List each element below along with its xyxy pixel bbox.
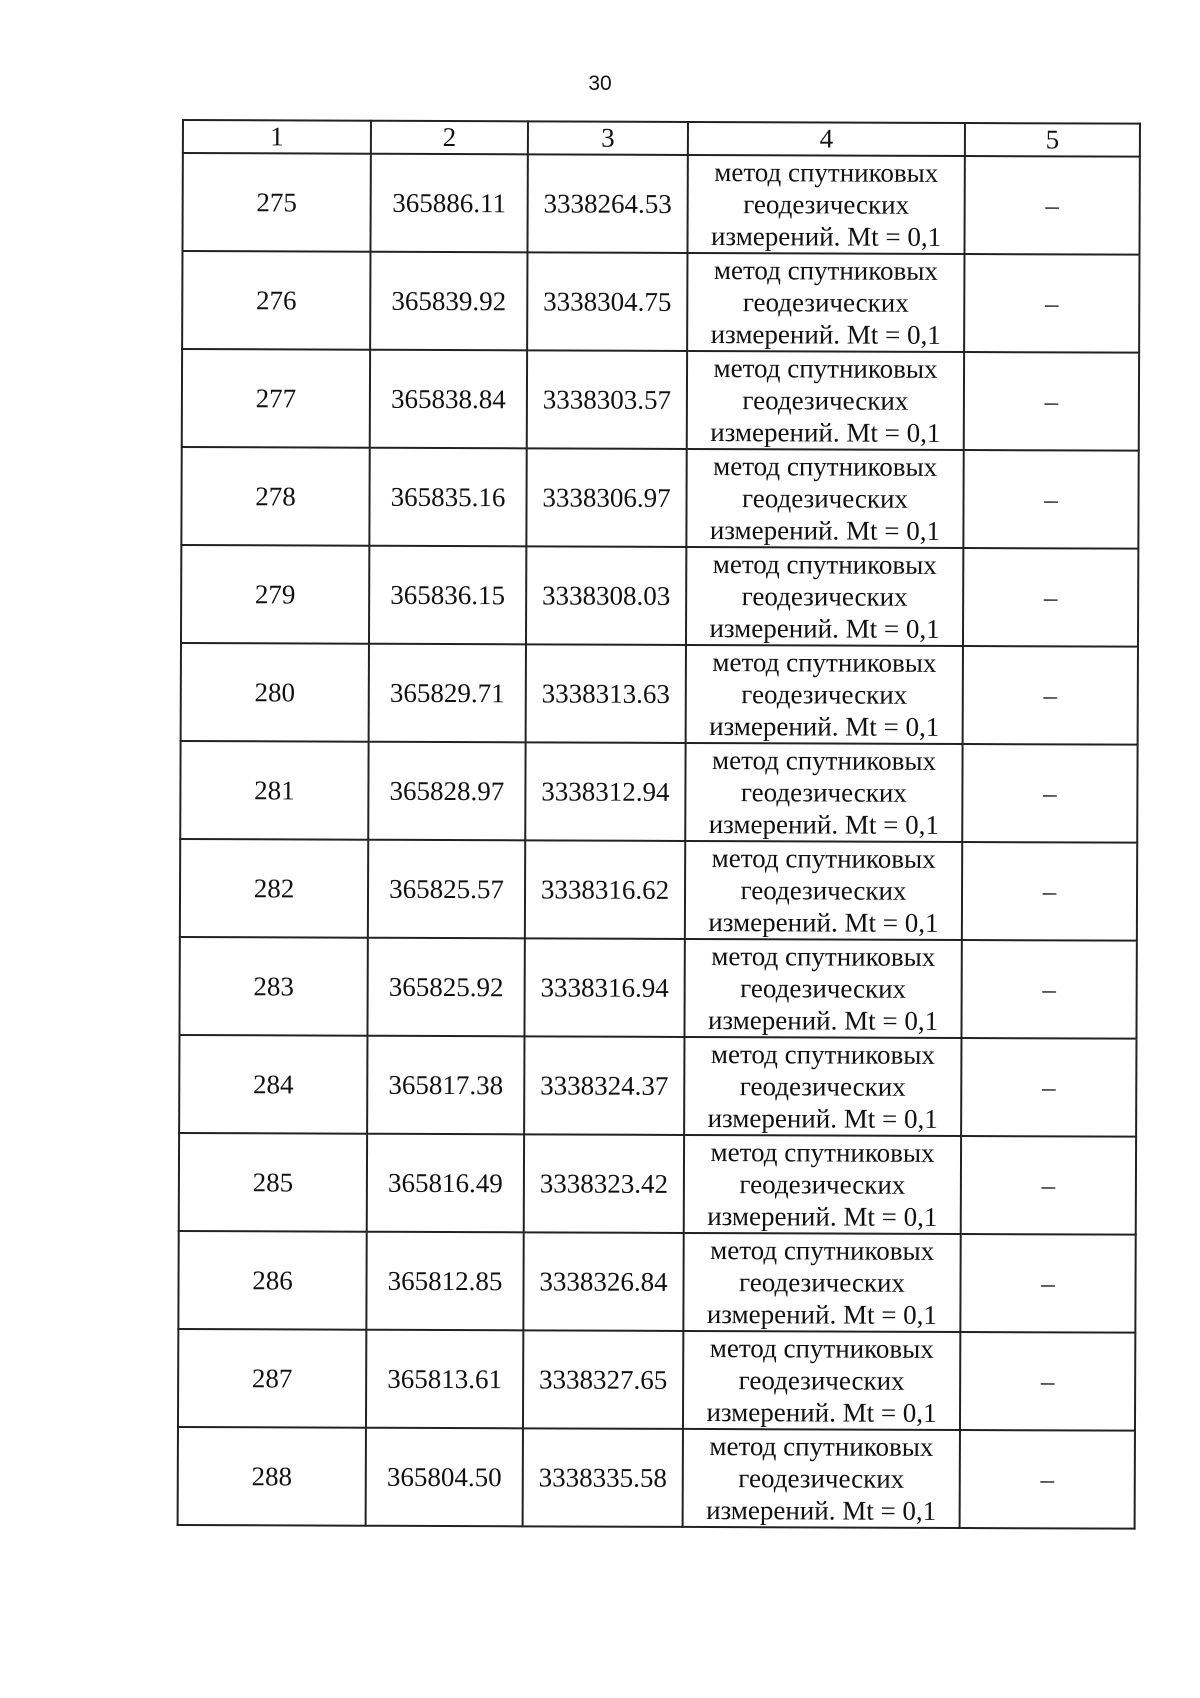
table-row (180, 741, 1137, 843)
method-cell: метод спутниковых геодезических измерений. Mt = 0,1 (685, 841, 962, 940)
method-cell: метод спутниковых геодезических измерений. Mt = 0,1 (683, 1331, 960, 1430)
table-row (181, 545, 1138, 647)
table-row (181, 643, 1138, 745)
point-number-cell: 286 (178, 1231, 366, 1330)
x-coordinate-cell: 365813.61 (366, 1330, 523, 1429)
method-cell: метод спутниковых геодезических измерений. Mt = 0,1 (687, 155, 964, 254)
column-header: 3 (528, 121, 688, 155)
note-cell: – (963, 548, 1138, 647)
coordinates-table (177, 119, 1141, 1530)
x-coordinate-cell: 365886.11 (370, 154, 527, 253)
x-coordinate-cell: 365836.15 (369, 546, 526, 645)
note-cell: – (960, 1332, 1135, 1431)
y-coordinate-cell: 3338316.62 (525, 840, 685, 939)
point-number-cell: 284 (179, 1035, 367, 1134)
method-cell: метод спутниковых геодезических измерений. Mt = 0,1 (686, 449, 963, 548)
table-row (181, 447, 1138, 549)
method-cell: метод спутниковых геодезических измерений. Mt = 0,1 (684, 1037, 961, 1136)
x-coordinate-cell: 365835.16 (369, 448, 526, 547)
table-row (178, 1231, 1135, 1333)
note-cell: – (962, 744, 1137, 843)
x-coordinate-cell: 365829.71 (369, 644, 526, 743)
note-cell: – (963, 450, 1138, 549)
point-number-cell: 276 (182, 251, 370, 350)
note-cell: – (961, 1038, 1136, 1137)
y-coordinate-cell: 3338304.75 (527, 252, 687, 351)
column-header: 2 (371, 121, 528, 155)
point-number-cell: 287 (178, 1329, 366, 1428)
note-cell: – (961, 1136, 1136, 1235)
point-number-cell: 275 (182, 153, 370, 252)
table-row (179, 1133, 1136, 1235)
table-row (182, 349, 1139, 451)
note-cell: – (962, 842, 1137, 941)
y-coordinate-cell: 3338308.03 (526, 546, 686, 645)
point-number-cell: 281 (180, 741, 368, 840)
table-row (179, 1035, 1136, 1137)
note-cell: – (963, 646, 1138, 745)
x-coordinate-cell: 365816.49 (367, 1134, 524, 1233)
table-row (178, 1329, 1135, 1431)
y-coordinate-cell: 3338306.97 (526, 448, 686, 547)
y-coordinate-cell: 3338324.37 (524, 1036, 684, 1135)
point-number-cell: 280 (181, 643, 369, 742)
y-coordinate-cell: 3338326.84 (523, 1232, 683, 1331)
table-header-row (183, 120, 1140, 157)
note-cell: – (964, 352, 1139, 451)
table-row (179, 937, 1136, 1039)
table-row (178, 1427, 1135, 1529)
point-number-cell: 278 (181, 447, 369, 546)
table-row (182, 251, 1139, 353)
y-coordinate-cell: 3338303.57 (527, 350, 687, 449)
method-cell: метод спутниковых геодезических измерений. Mt = 0,1 (683, 1233, 960, 1332)
point-number-cell: 285 (179, 1133, 367, 1232)
method-cell: метод спутниковых геодезических измерений. Mt = 0,1 (687, 253, 964, 352)
x-coordinate-cell: 365828.97 (368, 742, 525, 841)
point-number-cell: 282 (180, 839, 368, 938)
y-coordinate-cell: 3338316.94 (524, 938, 684, 1037)
method-cell: метод спутниковых геодезических измерений. Mt = 0,1 (684, 939, 961, 1038)
note-cell: – (964, 156, 1139, 255)
x-coordinate-cell: 365825.92 (367, 938, 524, 1037)
column-header: 5 (965, 123, 1140, 157)
point-number-cell: 279 (181, 545, 369, 644)
y-coordinate-cell: 3338323.42 (524, 1134, 684, 1233)
column-header: 4 (688, 122, 965, 156)
point-number-cell: 288 (178, 1427, 366, 1526)
method-cell: метод спутниковых геодезических измерений. Mt = 0,1 (683, 1429, 960, 1528)
x-coordinate-cell: 365839.92 (370, 252, 527, 351)
note-cell: – (960, 1234, 1135, 1333)
table-row (182, 153, 1139, 255)
x-coordinate-cell: 365825.57 (368, 840, 525, 939)
method-cell: метод спутниковых геодезических измерений. Mt = 0,1 (685, 743, 962, 842)
y-coordinate-cell: 3338312.94 (525, 742, 685, 841)
note-cell: – (961, 940, 1136, 1039)
y-coordinate-cell: 3338313.63 (526, 644, 686, 743)
column-header: 1 (183, 120, 371, 154)
y-coordinate-cell: 3338264.53 (527, 154, 687, 253)
method-cell: метод спутниковых геодезических измерений. Mt = 0,1 (686, 547, 963, 646)
x-coordinate-cell: 365838.84 (370, 350, 527, 449)
x-coordinate-cell: 365817.38 (367, 1036, 524, 1135)
method-cell: метод спутниковых геодезических измерений. Mt = 0,1 (687, 351, 964, 450)
x-coordinate-cell: 365812.85 (366, 1232, 523, 1331)
note-cell: – (964, 254, 1139, 353)
point-number-cell: 283 (179, 937, 367, 1036)
point-number-cell: 277 (182, 349, 370, 448)
method-cell: метод спутниковых геодезических измерений. Mt = 0,1 (686, 645, 963, 744)
note-cell: – (960, 1430, 1135, 1529)
x-coordinate-cell: 365804.50 (366, 1428, 523, 1527)
y-coordinate-cell: 3338335.58 (523, 1428, 683, 1527)
table-row (180, 839, 1137, 941)
method-cell: метод спутниковых геодезических измерений. Mt = 0,1 (684, 1135, 961, 1234)
page-number: 30 (588, 72, 612, 95)
y-coordinate-cell: 3338327.65 (523, 1330, 683, 1429)
